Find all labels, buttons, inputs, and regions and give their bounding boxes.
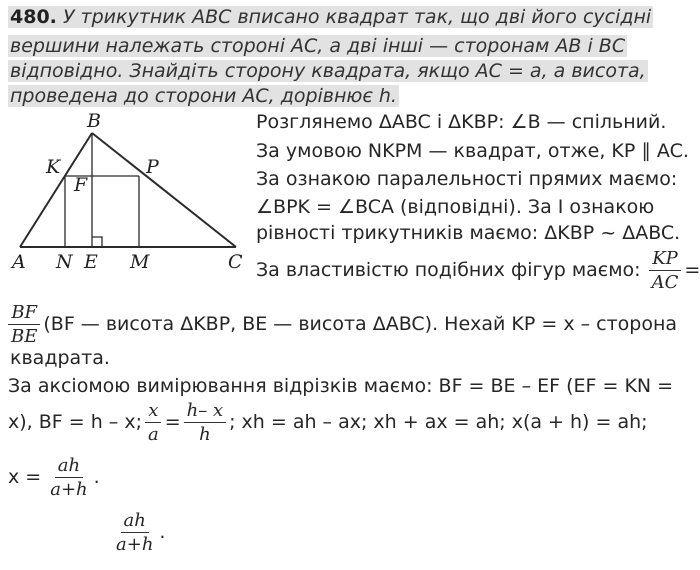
label-n: N	[56, 251, 73, 273]
answer-fraction: $\frac{ah}{a+h}$	[116, 510, 154, 555]
solution-line-4: ∠BPK = ∠BCA (відповідні). За І ознакою	[256, 196, 655, 218]
triangle-figure	[0, 105, 260, 275]
problem-line-3: відповідно. Знайдіть сторону квадрата, якщо AC = a, а висота,	[10, 60, 646, 82]
solution-line-1: Розглянемо ΔABC і ΔKBP: ∠B — спільний.	[256, 111, 667, 133]
side-bc	[92, 133, 236, 247]
problem-line-4: проведена до сторони AC, дорівнює h.	[10, 85, 397, 107]
solution-line-3: За ознакою паралельності прямих маємо:	[256, 168, 678, 190]
problem-line-2: вершини належать стороні AC, а дві інші — сторонам AB і BC	[10, 35, 626, 57]
label-e: E	[84, 251, 98, 273]
label-b: B	[87, 110, 101, 132]
solution-line-6: За властивістю подібних фігур маємо: $\frac{KP}{AC}$ =	[256, 248, 700, 293]
answer: $\frac{ah}{a+h}$ .	[110, 510, 165, 555]
problem-line-1: 480. У трикутник ABC вписано квадрат так, що дві його сусідні	[10, 6, 652, 28]
fraction-bf-be: $\frac{BF}{BE}$	[8, 302, 40, 347]
solution-line-8: квадрата.	[10, 347, 110, 369]
label-f: F	[74, 174, 88, 196]
fraction-ah-a-plus-h: $\frac{ah}{a+h}$	[50, 455, 88, 500]
solution-line-11: x = $\frac{ah}{a+h}$ .	[8, 455, 100, 500]
label-m: M	[130, 251, 150, 273]
right-angle-mark	[92, 237, 102, 247]
fraction-kp-ac: $\frac{KP}{AC}$	[649, 248, 682, 293]
solution-line-10: x), BF = h – x; $\frac{x}{a}$ = $\frac{h- x}{h}$ ; xh = ah – ax; xh + ax = ah; x(a + h) = ah;	[8, 400, 648, 445]
fraction-h-minus-x-h: $\frac{h- x}{h}$	[184, 400, 226, 445]
problem-number: 480.	[10, 6, 57, 28]
solution-line-2: За умовою NKPM — квадрат, отже, KP ∥ AC.	[256, 140, 689, 162]
solution-line-5: рівності трикутників маємо: ΔKBP ~ ΔABC.	[256, 222, 681, 244]
solution-line-9: За аксіомою вимірювання відрізків маємо: BF = BE – EF (EF = KN =	[8, 375, 674, 397]
fraction-x-a: $\frac{x}{a}$	[145, 400, 162, 445]
label-p: P	[146, 156, 159, 178]
label-c: C	[228, 251, 243, 273]
label-a: A	[12, 251, 26, 273]
label-k: K	[46, 156, 61, 178]
solution-line-7: $\frac{BF}{BE}$ (BF — висота ΔKBP, BE — висота ΔABC). Нехай KP = x – сторона	[8, 302, 677, 347]
